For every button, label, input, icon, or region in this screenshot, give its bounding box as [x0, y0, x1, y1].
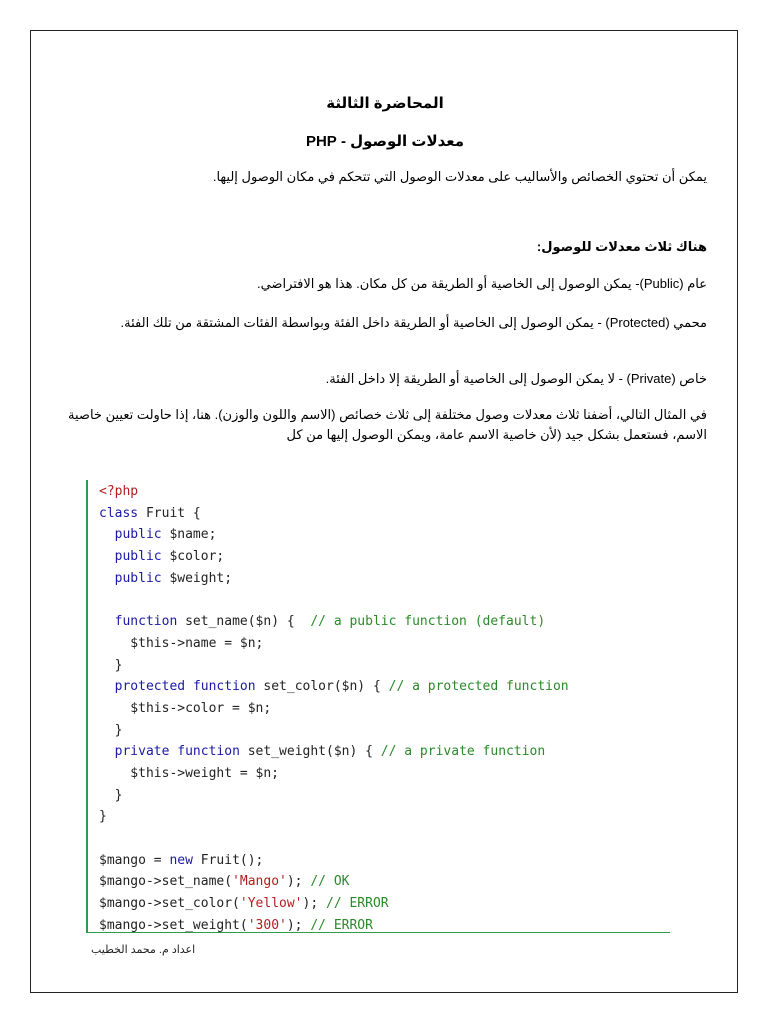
- code-line: $this->name = $n;: [99, 635, 264, 651]
- lecture-title: المحاضرة الثالثة: [326, 95, 444, 112]
- code-line: }: [99, 809, 107, 825]
- code-line: }: [99, 657, 123, 673]
- code-line: $mango->set_color('Yellow'); // ERROR: [99, 896, 389, 912]
- code-line: $mango = new Fruit();: [99, 852, 264, 868]
- code-line: public $weight;: [114, 570, 233, 586]
- topic-title: معدلات الوصول - PHP: [305, 133, 465, 150]
- code-line: class Fruit {: [99, 505, 201, 521]
- code-line: public $name;: [114, 527, 217, 543]
- php-code-block: [86, 480, 670, 933]
- modifier-protected: محمي (Protected) - يمكن الوصول إلى الخاصية أو الطريقة داخل الفئة وبواسطة الفئات المشتقة من تلك الفئة.: [120, 315, 707, 330]
- code-line: $this->color = $n;: [99, 700, 272, 716]
- code-line-blank: [99, 589, 670, 611]
- code-line: $mango->set_name('Mango'); // OK: [99, 874, 350, 890]
- code-line: $this->weight = $n;: [99, 765, 280, 781]
- author-footer: اعداد م. محمد الخطيب: [91, 944, 196, 956]
- code-line: private function set_weight($n) { // a private function: [114, 744, 546, 760]
- code-line: $mango->set_weight('300'); // ERROR: [99, 917, 373, 933]
- modifier-private: خاص (Private) - لا يمكن الوصول إلى الخاصية أو الطريقة إلا داخل الفئة.: [325, 371, 707, 386]
- code-line: protected function set_color($n) { // a protected function: [114, 679, 569, 695]
- intro-paragraph: يمكن أن تحتوي الخصائص والأساليب على معدلات الوصول التي تتحكم في مكان الوصول إليها.: [212, 169, 707, 184]
- modifiers-heading: هناك ثلاث معدلات للوصول:: [536, 239, 707, 254]
- document-page: [30, 30, 738, 993]
- modifier-public: عام (Public)- يمكن الوصول إلى الخاصية أو الطريقة من كل مكان. هذا هو الافتراضي.: [256, 276, 707, 291]
- code-line-blank: [99, 828, 670, 850]
- example-paragraph: في المثال التالي، أضفنا ثلاث معدلات وصول مختلفة إلى ثلاث خصائص (الاسم واللون والوزن). هنا، إذا حاولت تعيين خاصية الاسم، فستعمل بشكل جيد (لأن خاصية الاسم عامة، ويمكن الوصول إليها من كل: [68, 407, 707, 442]
- code-line: <?php: [99, 484, 139, 499]
- code-line: public $color;: [114, 549, 225, 565]
- code-line: }: [99, 787, 123, 803]
- code-line: function set_name($n) { // a public function (default): [114, 614, 546, 630]
- code-line: }: [99, 722, 123, 738]
